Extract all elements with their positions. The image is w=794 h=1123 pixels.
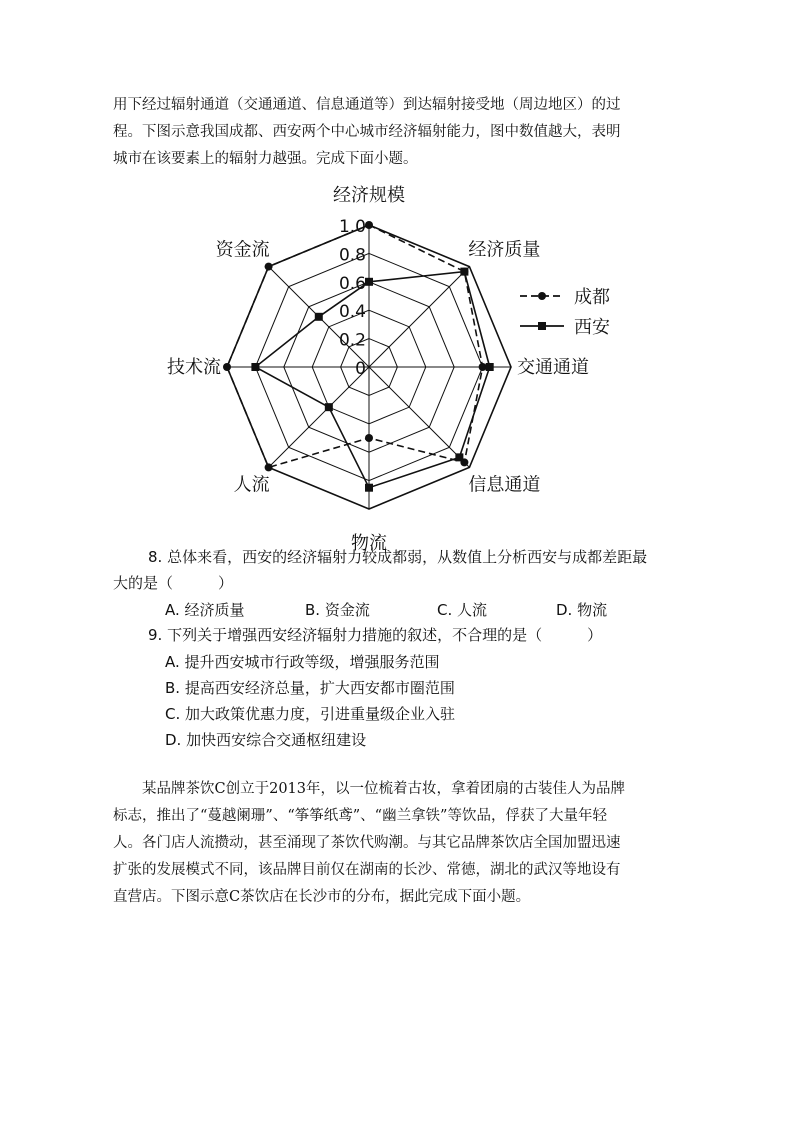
option-b[interactable]: B. 资金流 xyxy=(305,601,370,619)
tick-label: 0 xyxy=(355,359,366,379)
data-point xyxy=(265,263,273,271)
chart-legend xyxy=(520,287,610,338)
intro-line: 城市在该要素上的辐射力越强。完成下面小题。 xyxy=(113,151,418,167)
data-point xyxy=(365,484,373,492)
option-c[interactable]: C. 加大政策优惠力度，引进重量级企业入驻 xyxy=(165,705,456,723)
option-d[interactable]: D. 加快西安综合交通枢纽建设 xyxy=(165,731,367,749)
axis-label: 人流 xyxy=(233,474,270,496)
passage-line: 扩张的发展模式不同，该品牌目前仅在湖南的长沙、常德，湖北的武汉等地设有 xyxy=(113,862,621,878)
legend-label: 成都 xyxy=(574,287,610,308)
axis-label: 信息通道 xyxy=(468,474,541,496)
axis-label: 交通通道 xyxy=(517,357,589,378)
tick-label: 1.0 xyxy=(338,217,366,237)
intro-line: 程。下图示意我国成都、西安两个中心城市经济辐射能力，图中数值越大，表明 xyxy=(113,124,621,140)
option-d[interactable]: D. 物流 xyxy=(556,601,608,619)
legend-marker xyxy=(538,292,546,300)
radar-chart xyxy=(140,178,640,554)
axis-label: 技术流 xyxy=(167,357,221,378)
passage-line: 某品牌茶饮C创立于2013年，以一位梳着古妆，拿着团扇的古装佳人为品牌 xyxy=(113,781,625,797)
radar-axis-labels xyxy=(167,185,589,554)
passage-line: 直营店。下图示意C茶饮店在长沙市的分布，据此完成下面小题。 xyxy=(113,889,531,905)
data-point xyxy=(251,363,259,371)
data-point xyxy=(479,363,487,371)
series-line-xian xyxy=(255,272,489,488)
data-point xyxy=(315,313,323,321)
axis-label: 物流 xyxy=(351,533,387,554)
option-b[interactable]: B. 提高西安经济总量，扩大西安都市圈范围 xyxy=(165,679,455,697)
option-c[interactable]: C. 人流 xyxy=(437,601,488,619)
radar-tick-labels xyxy=(339,217,366,379)
legend-marker xyxy=(538,322,546,330)
data-point xyxy=(223,363,231,371)
axis-label: 经济规模 xyxy=(333,185,405,206)
option-a[interactable]: A. 经济质量 xyxy=(165,601,245,619)
question-8-stem: 8. 总体来看，西安的经济辐射力较成都弱，从数值上分析西安与成都差距最 xyxy=(148,548,648,566)
axis-label: 经济质量 xyxy=(468,239,541,261)
data-point xyxy=(265,463,273,471)
intro-line: 用下经过辐射通道（交通通道、信息通道等）到达辐射接受地（周边地区）的过 xyxy=(113,97,621,113)
tick-label: 0.6 xyxy=(338,273,366,294)
passage-line: 人。各门店人流攒动，甚至涌现了茶饮代购潮。与其它品牌茶饮店全国加盟迅速 xyxy=(113,835,621,851)
passage-line: 标志，推出了“蔓越阑珊”、“筝筝纸鸢”、“幽兰拿铁”等饮品，俘获了大量年轻 xyxy=(113,808,607,824)
data-point xyxy=(455,453,463,461)
data-point xyxy=(486,363,494,371)
question-8-stem-cont: 大的是（ ） xyxy=(113,574,234,592)
data-point xyxy=(365,221,373,229)
data-point xyxy=(325,403,333,411)
data-point xyxy=(460,268,468,276)
data-point xyxy=(365,278,373,286)
question-9-stem: 9. 下列关于增强西安经济辐射力措施的叙述，不合理的是（ ） xyxy=(148,626,603,644)
tick-label: 0.2 xyxy=(338,330,366,351)
tick-label: 0.8 xyxy=(338,245,366,266)
data-point xyxy=(365,434,373,442)
legend-label: 西安 xyxy=(574,317,610,338)
tick-label: 0.4 xyxy=(338,302,366,323)
axis-label: 资金流 xyxy=(215,239,270,261)
option-a[interactable]: A. 提升西安城市行政等级，增强服务范围 xyxy=(165,653,440,671)
